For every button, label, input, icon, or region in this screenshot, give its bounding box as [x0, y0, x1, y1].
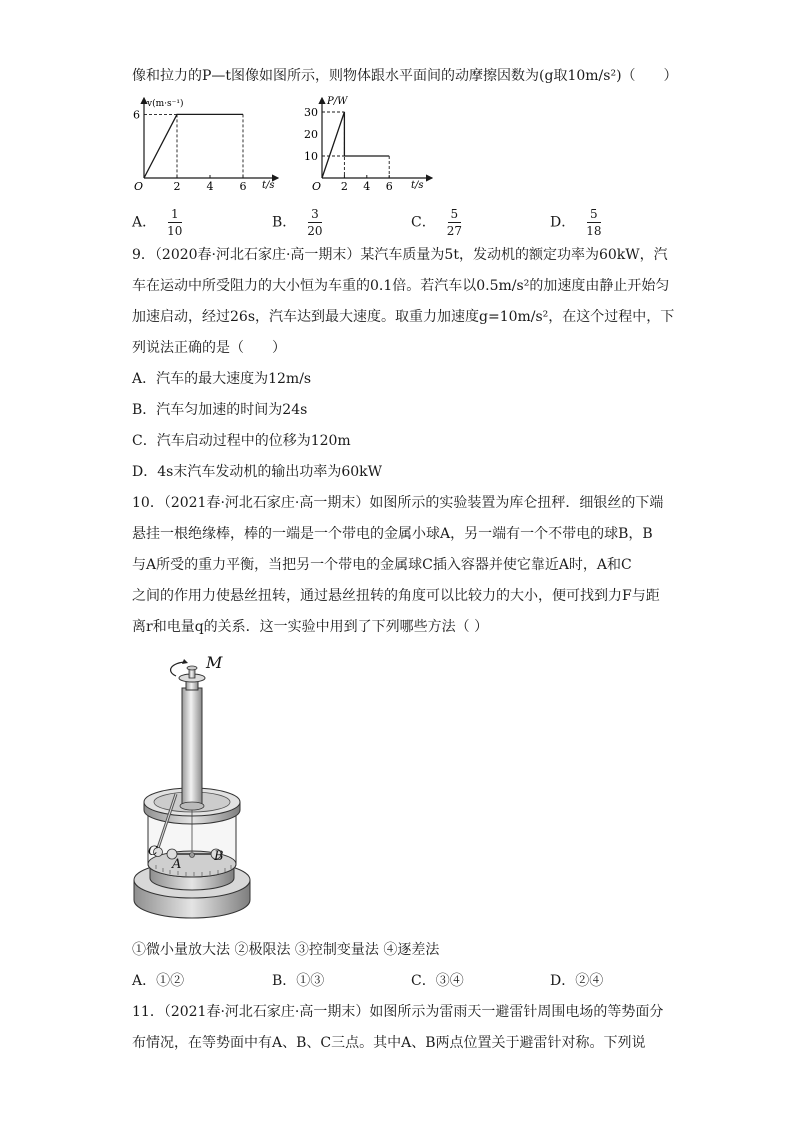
p-t-ylabel: P/W: [327, 96, 348, 107]
p-t-xtick-0: 2: [340, 180, 348, 193]
v-t-xlabel: t/s: [262, 180, 275, 191]
q11-line-1: 11．（2021春·河北石家庄·高一期末）如图所示为雷雨天一避雷针周围电场的等势面分: [132, 1004, 664, 1020]
q9-line-3: 加速启动，经过26s，汽车达到最大速度。取重力加速度g=10m/s²，在这个过程中，下: [132, 309, 675, 325]
q8-option-c: [411, 207, 465, 238]
label-c: C: [148, 844, 158, 859]
p-t-xtick-1: 4: [363, 180, 371, 193]
q8-option-d-den: 18: [586, 224, 602, 238]
q10-line-1: 10．（2021春·河北石家庄·高一期末）如图所示的实验装置为库仑扭秤．细银丝的下端: [132, 495, 664, 511]
q8-option-b-num: 3: [308, 207, 322, 223]
label-b: B: [214, 849, 224, 864]
v-t-ytick-0: 6: [133, 108, 140, 122]
q10-methods: ①微小量放大法 ②极限法 ③控制变量法 ④逐差法: [132, 942, 440, 958]
q9-option-c: C．汽车启动过程中的位移为120m: [132, 433, 351, 449]
q8-option-b-label: B．: [272, 214, 297, 231]
v-t-graph: [128, 94, 288, 194]
q9-line-1: 9．（2020春·河北石家庄·高一期末）某汽车质量为5t，发动机的额定功率为60kW，汽: [132, 247, 668, 263]
p-t-series-line: [322, 112, 389, 178]
p-t-xlabel: t/s: [411, 180, 424, 191]
q8-option-c-label: C．: [411, 214, 436, 231]
q9-option-a: A．汽车的最大速度为12m/s: [132, 371, 312, 387]
v-t-ylabel: v(m·s⁻¹): [147, 99, 184, 109]
v-t-xtick-0: 2: [173, 180, 181, 193]
q8-option-c-den: 27: [446, 224, 462, 238]
q10-line-4: 之间的作用力使悬丝扭转，通过悬丝扭转的角度可以比较力的大小，便可找到力F与距: [132, 588, 660, 604]
p-t-origin: O: [312, 180, 322, 193]
q8-option-b-den: 20: [307, 224, 323, 238]
q8-option-a-label: A．: [132, 214, 157, 231]
q10-option-c: C．③④: [411, 973, 464, 989]
label-m: M: [206, 653, 223, 672]
label-a: A: [172, 857, 182, 872]
q10-option-b: B．①③: [272, 973, 325, 989]
p-t-ytick-0: 10: [304, 150, 318, 163]
q8-option-c-num: 5: [448, 207, 462, 223]
q9-line-4: 列说法正确的是（ ）: [132, 340, 286, 356]
q10-options: [132, 972, 692, 990]
q10-line-5: 离r和电量q的关系．这一实验中用到了下列哪些方法（ ）: [132, 619, 489, 635]
q10-line-3: 与A所受的重力平衡，当把另一个带电的金属球C插入容器并使它靠近A时，A和C: [132, 557, 632, 573]
q8-option-d-label: D．: [550, 214, 576, 231]
q9-option-b: B．汽车匀加速的时间为24s: [132, 402, 308, 418]
p-t-ytick-2: 30: [304, 106, 318, 119]
v-t-series-line: [144, 114, 243, 178]
torsion-balance-figure: [128, 652, 258, 927]
p-t-graph: [304, 94, 438, 194]
v-t-xtick-1: 4: [206, 180, 214, 193]
v-t-origin: O: [134, 180, 144, 193]
q10-line-2: 悬挂一根绝缘棒，棒的一端是一个带电的金属小球A，另一端有一个不带电的球B，B: [132, 526, 653, 542]
q8-option-a: [132, 207, 185, 238]
p-t-xtick-2: 6: [385, 180, 393, 193]
q11-line-2: 布情况，在等势面中有A、B、C三点。其中A、B两点位置关于避雷针对称。下列说: [132, 1035, 646, 1051]
q8-option-d: [550, 207, 605, 238]
q9-option-d: D．4s末汽车发动机的输出功率为60kW: [132, 464, 383, 480]
q8-option-a-den: 10: [167, 224, 183, 238]
q8-option-b: [272, 207, 326, 238]
q8-stem-tail: 像和拉力的P—t图像如图所示，则物体跟水平面间的动摩擦因数为(g取10m/s²)（ ）: [132, 68, 678, 84]
q10-option-a: A．①②: [132, 973, 185, 989]
q9-line-2: 车在运动中所受阻力的大小恒为车重的0.1倍。若汽车以0.5m/s²的加速度由静止开始匀: [132, 278, 670, 294]
q8-option-a-num: 1: [168, 207, 182, 223]
p-t-ytick-1: 20: [304, 128, 318, 141]
q10-option-d: D．②④: [550, 973, 604, 989]
q8-option-d-num: 5: [587, 207, 601, 223]
v-t-xtick-2: 6: [239, 180, 247, 193]
